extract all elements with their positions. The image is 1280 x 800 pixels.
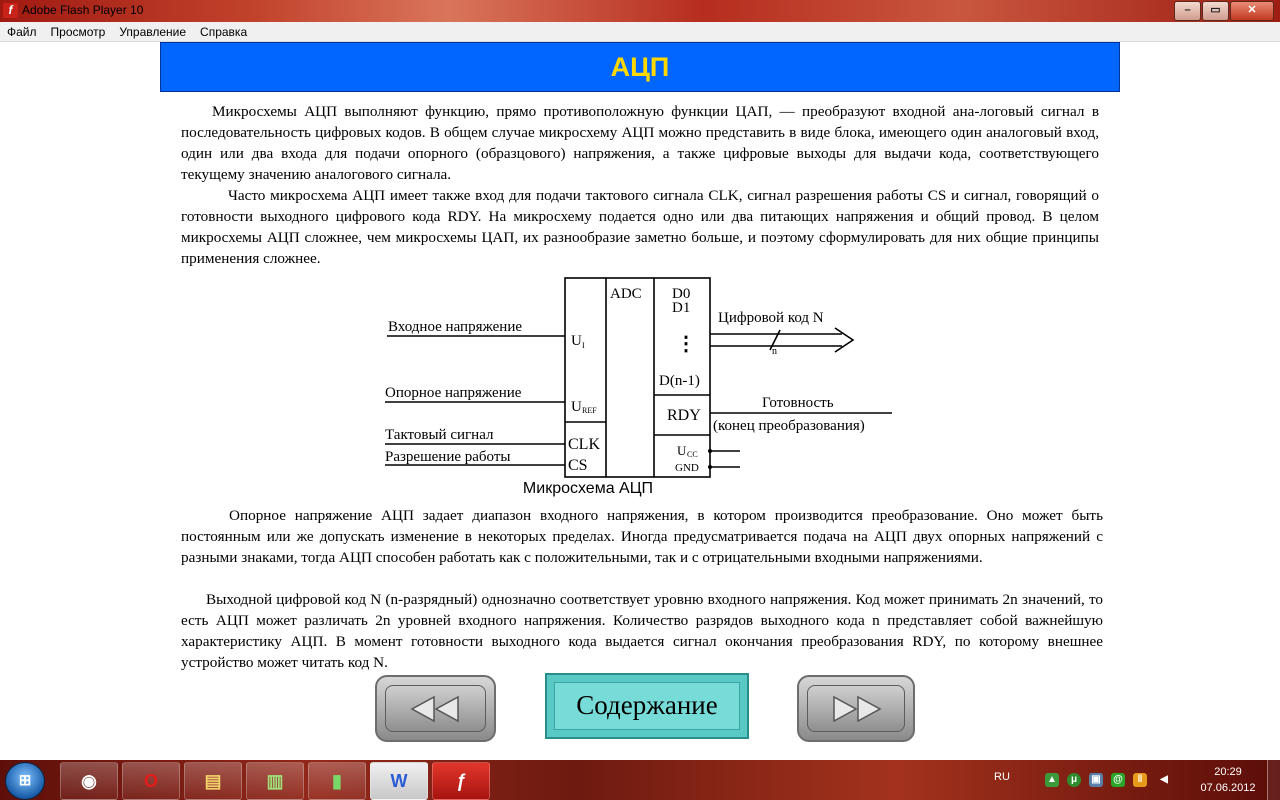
page-title: АЦП <box>610 52 670 82</box>
label-ready: Готовность <box>762 395 834 411</box>
rewind-icon <box>386 695 485 728</box>
network-icon[interactable]: ▲ <box>1045 773 1059 787</box>
next-button-face <box>807 685 905 732</box>
label-enable-input: Разрешение работы <box>385 449 511 465</box>
label-clock-input: Тактовый сигнал <box>385 427 494 443</box>
pin-clk: CLK <box>568 436 600 453</box>
taskbar-flash[interactable]: ƒ <box>432 762 490 800</box>
paragraph-1-text: Микросхемы АЦП выполняют функцию, прямо противоположную функции ЦАП, — преобразуют входной ана-логовый сигнал в последовательность цифровых кодов. В общем случае микросхему АЦП можно представить в виде блока, имеющего один аналоговый вход, один или два входа для подачи опорного (образцового) напряжения, а также цифровые выходы для выдачи кода, соответствующего текущему значению аналогового сигнала. <box>181 103 1099 183</box>
utorrent-icon[interactable]: μ <box>1067 773 1081 787</box>
pin-uref: U <box>571 399 582 415</box>
paragraph-1 <box>181 101 1099 185</box>
volume-icon[interactable]: ◀ <box>1160 774 1168 785</box>
clock-time: 20:29 <box>1214 766 1242 778</box>
close-icon[interactable]: ✕ <box>1230 1 1274 21</box>
tray-tool-icon[interactable]: ‖ <box>1133 773 1147 787</box>
adc-diagram-svg <box>380 270 910 500</box>
pin-dot-ucc <box>708 449 712 453</box>
pin-dots: ⋮ <box>676 333 696 355</box>
maximize-icon[interactable]: ▭ <box>1202 1 1229 21</box>
minimize-icon[interactable]: – <box>1174 1 1201 21</box>
pin-d1: D1 <box>672 300 691 316</box>
diagram-caption: Микросхема АЦП <box>522 480 654 497</box>
taskbar-app-1[interactable]: ◉ <box>60 762 118 800</box>
menu-item-control[interactable]: Управление <box>119 25 187 39</box>
taskbar-explorer[interactable]: ▤ <box>184 762 242 800</box>
flash-icon: f <box>3 3 18 18</box>
menu-item-file[interactable]: Файл <box>7 25 37 39</box>
show-desktop-button[interactable] <box>1267 760 1280 800</box>
pin-rdy: RDY <box>667 407 701 424</box>
pin-ucc-sub: CC <box>687 450 698 459</box>
pin-gnd: GND <box>675 462 699 474</box>
paragraph-4 <box>181 589 1103 673</box>
menu-item-help[interactable]: Справка <box>200 25 248 39</box>
clock-date: 07.06.2012 <box>1200 782 1256 794</box>
fast-forward-icon <box>808 695 904 728</box>
next-button[interactable] <box>797 675 915 742</box>
page-title-banner <box>160 42 1120 92</box>
adc-diagram <box>380 270 910 500</box>
contents-button-label: Содержание <box>554 682 740 730</box>
label-reference-input: Опорное напряжение <box>385 385 522 401</box>
taskbar-opera[interactable]: O <box>122 762 180 800</box>
label-ready-note: (конец преобразования) <box>713 418 865 434</box>
contents-button[interactable] <box>545 673 749 739</box>
paragraph-2 <box>181 185 1099 269</box>
pin-ui: U <box>571 333 582 349</box>
taskbar-task-manager[interactable]: ▥ <box>246 762 304 800</box>
label-digital-code: Цифровой код N <box>718 310 824 326</box>
window-controls <box>1173 1 1274 19</box>
pin-cs: CS <box>568 457 588 474</box>
label-analog-input: Входное напряжение <box>388 319 523 335</box>
paragraph-3-text: Опорное напряжение АЦП задает диапазон входного напряжения, в котором производится преобразование. Оно может быть постоянным или же допускать изменение в некоторых пределах. Иногда предусматривается подача на АЦП двух опорных напряжений с разными знаками, тогда АЦП способен работать как с положительными, так и с отрицательными входными напряжениями. <box>181 507 1103 566</box>
label-bus-width: n <box>772 346 777 357</box>
clock[interactable] <box>1192 764 1264 796</box>
pin-ui-sub: I <box>582 341 585 350</box>
taskbar-tool[interactable]: ▮ <box>308 762 366 800</box>
paragraph-3 <box>181 505 1103 568</box>
window-title: Adobe Flash Player 10 <box>22 3 144 17</box>
menu-bar <box>0 22 1280 42</box>
paragraph-4-text: Выходной цифровой код N (n-разрядный) однозначно соответствует уровню входного напряжения. Код может принимать 2n значений, то есть АЦП может различать 2n уровней входного напряжения. Количество разрядов выходного кода n представляет собой важнейшую характеристику АЦП. В момент готовности выходного кода выдается сигнал окончания преобразования RDY, по которому внешнее устройство может читать код N. <box>181 591 1103 671</box>
language-indicator[interactable]: RU <box>994 771 1010 783</box>
pin-ucc: U <box>677 443 687 458</box>
tray-app-icon[interactable]: ▣ <box>1089 773 1103 787</box>
pin-dot-gnd <box>708 465 712 469</box>
windows-logo-icon: ⊞ <box>18 772 32 789</box>
pin-dn: D(n-1) <box>659 373 700 389</box>
chip-label: ADC <box>610 286 642 302</box>
system-tray <box>990 760 1195 800</box>
mail-icon[interactable]: @ <box>1111 773 1125 787</box>
menu-item-view[interactable]: Просмотр <box>50 25 106 39</box>
pin-uref-sub: REF <box>582 406 597 415</box>
taskbar-word[interactable]: W <box>370 762 428 800</box>
prev-button[interactable] <box>375 675 496 742</box>
window-titlebar[interactable] <box>0 0 1280 22</box>
bus-arrow <box>835 328 853 352</box>
prev-button-face <box>385 685 486 732</box>
paragraph-2-text: Часто микросхема АЦП имеет также вход для подачи тактового сигнала CLK, сигнал разрешения работы CS и сигнал, говорящий о готовности выходного цифрового кода RDY. На микросхему подается одно или два питающих напряжения и общий провод. В целом микросхемы АЦП сложнее, чем микросхемы ЦАП, их разнообразие заметно больше, и поэтому сформулировать для них общие принципы применения сложнее. <box>181 187 1099 267</box>
pin-d0: D0 <box>672 286 691 302</box>
start-button[interactable] <box>5 762 45 800</box>
